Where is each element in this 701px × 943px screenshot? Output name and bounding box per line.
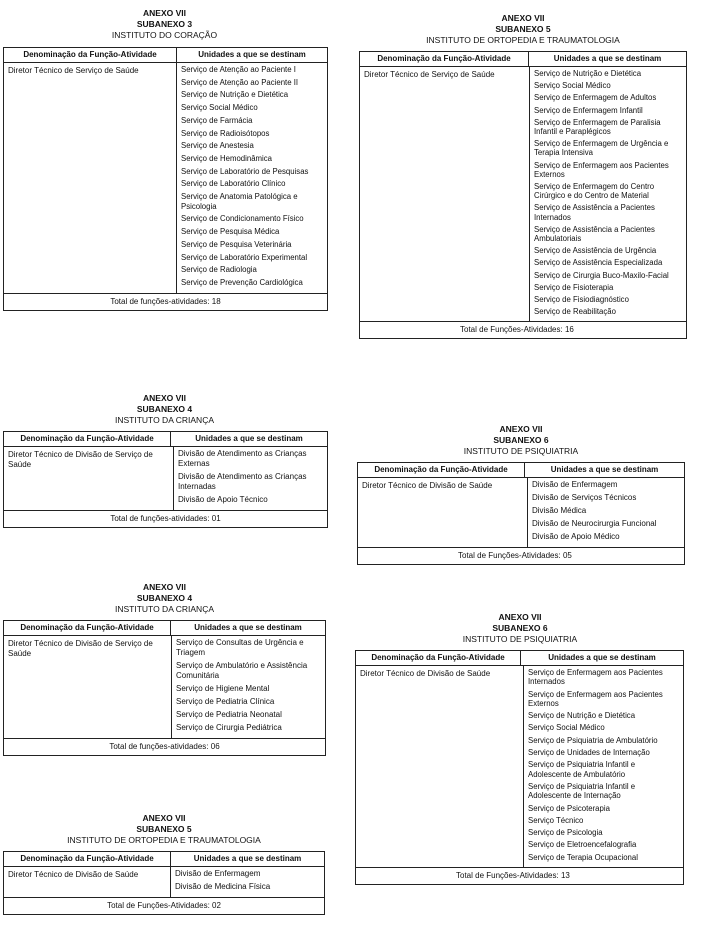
- unidade-item: Serviço de Radioisótopos: [181, 128, 270, 138]
- column-header-funcao: Denominação da Função-Atividade: [4, 432, 171, 446]
- unidade-item: Serviço de Enfermagem de Urgência e Terapia Intensiva: [534, 139, 669, 158]
- column-header-unidades: Unidades a que se destinam: [194, 623, 302, 632]
- unidade-item: Serviço de Hemodinâmica: [181, 153, 273, 163]
- unidade-item: Serviço de Eletroencefalografia: [528, 840, 637, 850]
- subanexo-title: SUBANEXO 6: [492, 623, 548, 633]
- unidades-list: [171, 867, 324, 897]
- functions-table: [355, 650, 684, 885]
- block-subanexo-6-a: [357, 424, 685, 565]
- unidade-item: Serviço de Pediatria Neonatal: [176, 710, 282, 719]
- unidade-item: Serviço de Cirurgia Buco-Maxilo-Facial: [534, 270, 669, 280]
- instituto-title: INSTITUTO DE ORTOPEDIA E TRAUMATOLOGIA: [426, 35, 620, 45]
- block-subanexo-5-a: [3, 813, 325, 915]
- unidades-list: [177, 63, 327, 293]
- unidades-list: [172, 636, 325, 738]
- unidade-item: Divisão Médica: [532, 506, 587, 515]
- unidade-item: Serviço de Psicoterapia: [528, 803, 610, 813]
- unidade-item: Serviço de Radiologia: [181, 265, 257, 275]
- total-label: Total de funções-atividades: 18: [4, 293, 327, 310]
- unidade-item: Serviço de Assistência de Urgência: [534, 246, 657, 256]
- block-header: [355, 612, 685, 645]
- table-row: [358, 478, 684, 547]
- unidade-item: Divisão de Atendimento as Crianças Internadas: [178, 472, 307, 491]
- unidade-item: Serviço de Farmácia: [181, 115, 253, 125]
- unidade-item: Divisão de Enfermagem: [532, 480, 618, 489]
- unidade-item: Serviço de Atenção ao Paciente I: [181, 65, 296, 74]
- instituto-title: INSTITUTO DE PSIQUIATRIA: [462, 634, 578, 644]
- total-label: Total de Funções-Atividades: 16: [360, 321, 686, 338]
- funcao-cell: Diretor Técnico de Divisão de Saúde: [4, 867, 171, 897]
- unidade-item: Serviço de Psiquiatria Infantil e Adolescente de Internação: [528, 781, 636, 801]
- column-header-funcao: Denominação da Função-Atividade: [360, 52, 529, 66]
- unidade-item: Serviço de Higiene Mental: [176, 684, 270, 693]
- unidade-item: Serviço de Enfermagem Infantil: [534, 105, 643, 115]
- total-label: Total de funções-atividades: 06: [4, 738, 325, 755]
- unidade-item: Serviço de Unidades de Internação: [528, 748, 650, 758]
- column-header-unidades: Unidades a que se destinam: [198, 50, 306, 59]
- unidade-item: Serviço de Assistência a Pacientes Internados: [534, 203, 655, 222]
- unidade-item: Divisão de Apoio Técnico: [178, 495, 268, 504]
- funcao-cell: Diretor Técnico de Serviço de Saúde: [4, 63, 177, 293]
- column-header-unidades: Unidades a que se destinam: [193, 854, 302, 863]
- column-header-unidades: Unidades a que se destinam: [550, 465, 659, 474]
- subanexo-title: SUBANEXO 5: [136, 824, 192, 834]
- functions-table: [3, 851, 325, 915]
- column-header-unidades: Unidades a que se destinam: [548, 653, 656, 662]
- unidade-item: Serviço de Condicionamento Físico: [181, 214, 304, 224]
- anexo-title: ANEXO VII: [498, 612, 542, 622]
- total-label: Total de Funções-Atividades: 02: [4, 897, 324, 914]
- block-subanexo-4-b: [3, 582, 326, 756]
- anexo-title: ANEXO VII: [143, 582, 186, 592]
- unidade-item: Serviço Social Médico: [534, 81, 611, 91]
- table-header: [358, 463, 684, 478]
- unidade-item: Serviço de Terapia Ocupacional: [528, 852, 638, 862]
- instituto-title: INSTITUTO DA CRIANÇA: [114, 604, 215, 614]
- unidade-item: Divisão de Enfermagem: [175, 869, 261, 878]
- block-subanexo-3: [3, 8, 326, 311]
- table-header: [4, 852, 324, 867]
- column-header-funcao: Denominação da Função-Atividade: [4, 621, 171, 635]
- block-header: [3, 8, 326, 41]
- table-row: [4, 447, 327, 510]
- unidade-item: Serviço de Enfermagem de Adultos: [534, 93, 657, 103]
- total-label: Total de Funções-Atividades: 13: [356, 867, 683, 884]
- functions-table: [359, 51, 687, 339]
- unidade-item: Serviço Técnico: [528, 815, 584, 825]
- unidade-item: Serviço de Assistência Especializada: [534, 258, 663, 268]
- block-subanexo-4-a: [3, 393, 326, 528]
- table-header: [356, 651, 683, 666]
- unidade-item: Serviço de Fisioterapia: [534, 282, 614, 292]
- unidade-item: Serviço de Assistência a Pacientes Ambulatoriais: [534, 224, 655, 244]
- column-header-unidades: Unidades a que se destinam: [195, 434, 303, 443]
- table-header: [360, 52, 686, 67]
- column-header-funcao: Denominação da Função-Atividade: [4, 852, 171, 866]
- anexo-title: ANEXO VII: [142, 813, 186, 823]
- unidade-item: Serviço de Enfermagem aos Pacientes Externos: [534, 160, 669, 179]
- unidade-item: Serviço de Psiquiatria Infantil e Adolescente de Ambulatório: [528, 760, 636, 779]
- unidade-item: Divisão de Apoio Médico: [532, 532, 620, 541]
- unidade-item: Serviço de Consultas de Urgência e Triagem: [176, 638, 304, 657]
- functions-table: [3, 431, 328, 528]
- block-header: [3, 393, 326, 426]
- block-header: [3, 813, 325, 846]
- unidade-item: Serviço de Enfermagem aos Pacientes Internados: [528, 668, 663, 687]
- unidade-item: Serviço de Laboratório Clínico: [181, 179, 286, 189]
- unidade-item: Serviço de Reabilitação: [534, 307, 616, 317]
- unidade-item: Serviço de Nutrição e Dietética: [528, 711, 636, 721]
- unidades-list: [528, 478, 684, 547]
- total-label: Total de funções-atividades: 01: [4, 510, 327, 527]
- unidade-item: Serviço de Psicologia: [528, 828, 603, 838]
- table-header: [4, 48, 327, 63]
- table-row: [4, 636, 325, 738]
- table-row: [4, 867, 324, 897]
- unidade-item: Serviço Social Médico: [181, 103, 258, 113]
- unidades-list: [174, 447, 327, 510]
- functions-table: [357, 462, 685, 565]
- column-header-funcao: Denominação da Função-Atividade: [4, 48, 177, 62]
- block-header: [3, 582, 326, 615]
- subanexo-title: SUBANEXO 4: [136, 593, 193, 603]
- anexo-title: ANEXO VII: [501, 13, 545, 23]
- subanexo-title: SUBANEXO 6: [493, 435, 549, 445]
- instituto-title: INSTITUTO DA CRIANÇA: [114, 415, 215, 425]
- instituto-title: INSTITUTO DO CORAÇÃO: [111, 30, 218, 40]
- unidade-item: Serviço de Laboratório Experimental: [181, 252, 308, 262]
- column-header-funcao: Denominação da Função-Atividade: [358, 463, 525, 477]
- block-subanexo-6-b: [355, 612, 685, 885]
- column-header-funcao: Denominação da Função-Atividade: [356, 651, 521, 665]
- subanexo-title: SUBANEXO 5: [495, 24, 551, 34]
- instituto-title: INSTITUTO DE PSIQUIATRIA: [463, 446, 579, 456]
- unidade-item: Serviço de Atenção ao Paciente II: [181, 77, 299, 87]
- unidade-item: Divisão de Serviços Técnicos: [532, 493, 637, 502]
- unidade-item: Divisão de Neurocirurgia Funcional: [532, 519, 657, 528]
- unidade-item: Divisão de Atendimento as Crianças Externas: [178, 449, 307, 468]
- unidades-list: [530, 67, 686, 321]
- unidade-item: Serviço de Enfermagem de Paralisia Infantil e Paraplégicos: [534, 117, 661, 137]
- block-header: [357, 424, 685, 457]
- unidade-item: Serviço de Ambulatório e Assistência Comunitária: [176, 661, 308, 680]
- unidade-item: Serviço de Enfermagem aos Pacientes Externos: [528, 689, 663, 708]
- subanexo-title: SUBANEXO 4: [136, 404, 193, 414]
- funcao-cell: Diretor Técnico de Divisão de Serviço de Saúde: [4, 636, 172, 738]
- subanexo-title: SUBANEXO 3: [136, 19, 193, 29]
- unidade-item: Serviço de Pediatria Clínica: [176, 697, 275, 706]
- table-row: [4, 63, 327, 293]
- table-header: [4, 432, 327, 447]
- unidade-item: Serviço de Nutrição e Dietética: [181, 90, 289, 100]
- anexo-title: ANEXO VII: [499, 424, 543, 434]
- funcao-cell: Diretor Técnico de Divisão de Serviço de Saúde: [4, 447, 174, 510]
- table-header: [4, 621, 325, 636]
- unidade-item: Divisão de Medicina Física: [175, 882, 271, 891]
- column-header-unidades: Unidades a que se destinam: [553, 54, 662, 63]
- table-row: [360, 67, 686, 321]
- unidade-item: Serviço de Anatomia Patológica e Psicologia: [181, 192, 298, 211]
- funcao-cell: Diretor Técnico de Divisão de Saúde: [356, 666, 524, 867]
- total-label: Total de Funções-Atividades: 05: [358, 547, 684, 564]
- anexo-title: ANEXO VII: [143, 8, 186, 18]
- unidade-item: Serviço Social Médico: [528, 723, 605, 733]
- unidade-item: Serviço de Fisiodiagnóstico: [534, 295, 629, 305]
- unidade-item: Serviço de Laboratório de Pesquisas: [181, 166, 309, 176]
- unidades-list: [524, 666, 683, 867]
- functions-table: [3, 47, 328, 311]
- unidade-item: Serviço de Cirurgia Pediátrica: [176, 723, 282, 732]
- table-row: [356, 666, 683, 867]
- instituto-title: INSTITUTO DE ORTOPEDIA E TRAUMATOLOGIA: [67, 835, 261, 845]
- anexo-title: ANEXO VII: [143, 393, 186, 403]
- unidade-item: Serviço de Nutrição e Dietética: [534, 69, 642, 78]
- functions-table: [3, 620, 326, 756]
- block-header: [359, 13, 687, 46]
- block-subanexo-5-b: [359, 13, 687, 339]
- unidade-item: Serviço de Prevenção Cardiológica: [181, 277, 303, 287]
- unidade-item: Serviço de Pesquisa Médica: [181, 227, 280, 237]
- unidade-item: Serviço de Psiquiatria de Ambulatório: [528, 735, 658, 745]
- unidade-item: Serviço de Pesquisa Veterinária: [181, 239, 292, 249]
- funcao-cell: Diretor Técnico de Serviço de Saúde: [360, 67, 530, 321]
- unidade-item: Serviço de Anestesia: [181, 141, 254, 151]
- unidade-item: Serviço de Enfermagem do Centro Cirúrgico e do Centro de Material: [534, 182, 655, 201]
- funcao-cell: Diretor Técnico de Divisão de Saúde: [358, 478, 528, 547]
